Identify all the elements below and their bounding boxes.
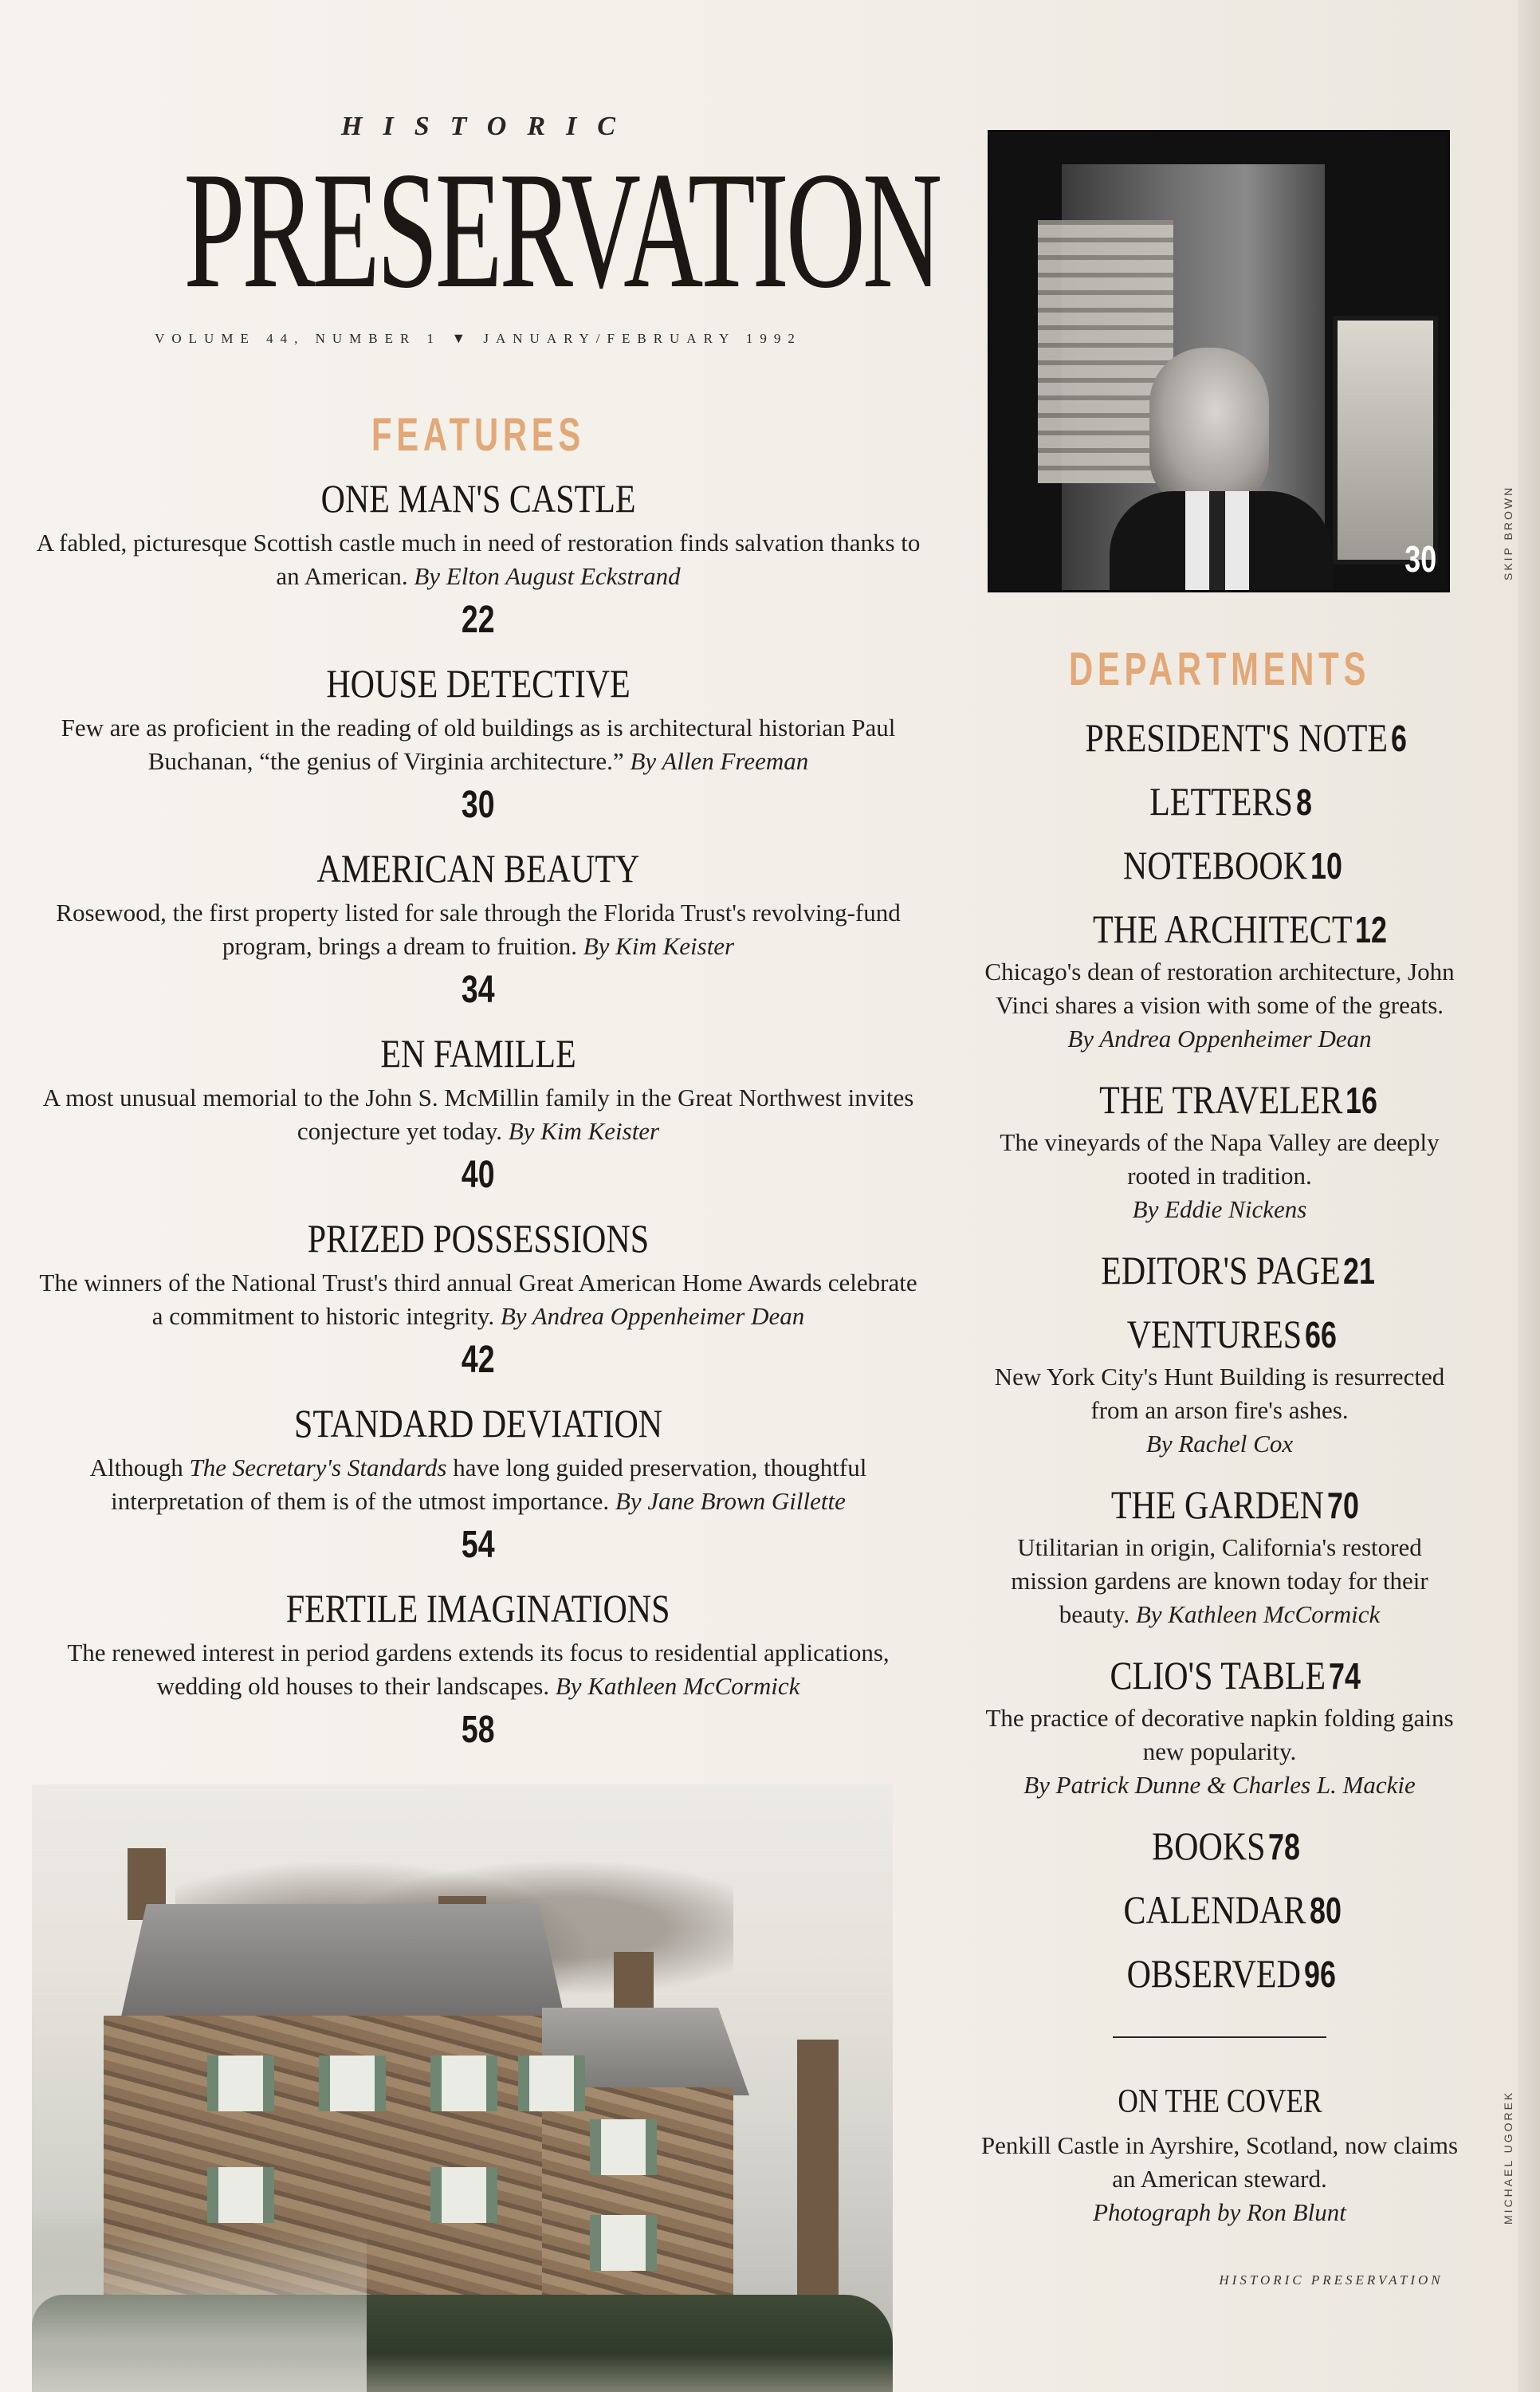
- feature-title: FERTILE IMAGINATIONS: [286, 1586, 670, 1631]
- department-title: CALENDAR: [1123, 1887, 1306, 1932]
- department-item[interactable]: [980, 1482, 1459, 1631]
- feature-page-number: 30: [462, 784, 495, 826]
- department-title: VENTURES: [1126, 1312, 1302, 1356]
- on-the-cover: [980, 2083, 1459, 2229]
- feature-description: The winners of the National Trust's third annual Great American Home Awards celebrate a commitment to historic integrity. By Andrea Oppenheimer Dean: [39, 1269, 917, 1330]
- departments-list: [980, 715, 1459, 1996]
- department-byline: By Eddie Nickens: [1132, 1195, 1307, 1223]
- portrait-page-number: 30: [1404, 538, 1436, 580]
- feature-byline: By Kathleen McCormick: [555, 1672, 800, 1700]
- department-page-number: 8: [1296, 781, 1313, 823]
- house-photo[interactable]: [32, 1784, 893, 2392]
- department-item[interactable]: [980, 1314, 1459, 1461]
- photo-window: [590, 2215, 657, 2271]
- photo-window: [319, 2056, 386, 2111]
- department-title: OBSERVED: [1127, 1951, 1302, 1996]
- department-title: THE ARCHITECT: [1092, 907, 1353, 951]
- department-item[interactable]: [980, 1887, 1459, 1932]
- department-page-number: 80: [1309, 1890, 1342, 1931]
- department-item[interactable]: [980, 1250, 1459, 1290]
- photo-roof: [120, 1904, 566, 2024]
- feature-title: ONE MAN'S CASTLE: [320, 476, 636, 521]
- feature-byline: By Jane Brown Gillette: [615, 1487, 846, 1515]
- feature-description: The renewed interest in period gardens extends its focus to residential applications, wedding old houses to their landscapes. By Kathleen McCormick: [67, 1639, 890, 1700]
- features-list: [32, 478, 925, 1773]
- feature-italic-title: The Secretary's Standards: [189, 1454, 447, 1481]
- department-description: New York City's Hunt Building is resurrected from an arson fire's ashes. By Rachel Cox: [994, 1363, 1445, 1458]
- feature-page-number: 22: [462, 599, 495, 641]
- feature-item[interactable]: [32, 663, 925, 824]
- department-title: BOOKS: [1151, 1824, 1266, 1868]
- divider-rule: [1113, 2036, 1326, 2038]
- department-page-number: 66: [1304, 1314, 1337, 1355]
- department-byline: By Patrick Dunne & Charles L. Mackie: [1023, 1771, 1416, 1799]
- department-page-number: 16: [1346, 1080, 1378, 1121]
- department-item[interactable]: [980, 1077, 1459, 1226]
- department-byline: By Kathleen McCormick: [1135, 1600, 1381, 1628]
- departments-heading: DEPARTMENTS: [1068, 643, 1371, 695]
- department-title: LETTERS: [1149, 779, 1294, 824]
- department-page-number: 6: [1391, 718, 1408, 759]
- photo-window: [590, 2119, 657, 2175]
- department-title: EDITOR'S PAGE: [1100, 1248, 1341, 1292]
- department-page-number: 74: [1329, 1655, 1361, 1697]
- issue-date: JANUARY/FEBRUARY 1992: [483, 331, 802, 346]
- footer-running-title: HISTORIC PRESERVATION: [1219, 2272, 1444, 2288]
- feature-title: STANDARD DEVIATION: [293, 1401, 663, 1446]
- feature-item[interactable]: [32, 1403, 925, 1564]
- photo-credit-portrait: SKIP BROWN: [1502, 485, 1514, 580]
- feature-title: EN FAMILLE: [380, 1031, 576, 1076]
- feature-description: Although The Secretary's Standards have long guided preservation, thoughtful interpretation of them is of the utmost importance. By Jane Brown Gillette: [89, 1454, 867, 1515]
- photo-window: [518, 2056, 585, 2111]
- cover-heading: ON THE COVER: [1117, 2083, 1322, 2120]
- page-edge: [1518, 0, 1540, 2392]
- department-description: The vineyards of the Napa Valley are deeply rooted in tradition. By Eddie Nickens: [1000, 1128, 1440, 1223]
- department-description: The practice of decorative napkin folding gains new popularity. By Patrick Dunne & Charles L. Mackie: [985, 1704, 1454, 1799]
- portrait-photo[interactable]: [990, 132, 1448, 590]
- feature-page-number: 42: [462, 1339, 495, 1381]
- photo-mist: [32, 2231, 367, 2392]
- feature-description: A fabled, picturesque Scottish castle much in need of restoration finds salvation thanks to an American. By Elton August Eckstrand: [36, 529, 921, 590]
- cover-photo-credit: Photograph by Ron Blunt: [1093, 2198, 1346, 2226]
- department-item[interactable]: [980, 845, 1459, 885]
- feature-byline: By Andrea Oppenheimer Dean: [500, 1302, 805, 1330]
- feature-page-number: 40: [462, 1154, 495, 1196]
- photo-window: [207, 2056, 274, 2111]
- masthead: [32, 112, 940, 347]
- feature-item[interactable]: [32, 478, 925, 639]
- department-page-number: 70: [1327, 1485, 1360, 1526]
- feature-title: PRIZED POSSESSIONS: [307, 1216, 650, 1261]
- masthead-kicker: HISTORIC: [341, 112, 636, 141]
- features-heading: FEATURES: [371, 409, 586, 461]
- photo-window: [430, 2056, 497, 2111]
- feature-item[interactable]: [32, 1588, 925, 1749]
- department-title: THE GARDEN: [1111, 1482, 1325, 1527]
- cover-description: Penkill Castle in Ayrshire, Scotland, now claims an American steward.: [980, 2131, 1459, 2193]
- photo-man-shirt: [1185, 491, 1249, 590]
- department-page-number: 78: [1268, 1826, 1301, 1867]
- feature-byline: By Kim Keister: [508, 1117, 660, 1145]
- feature-item[interactable]: [32, 848, 925, 1009]
- department-item[interactable]: [980, 1655, 1459, 1802]
- feature-byline: By Allen Freeman: [630, 747, 809, 775]
- feature-item[interactable]: [32, 1033, 925, 1194]
- feature-description: Rosewood, the first property listed for sale through the Florida Trust's revolving-fund program, brings a dream to fruition. By Kim Keister: [56, 899, 901, 960]
- department-description: Chicago's dean of restoration architecture, John Vinci shares a vision with some of the greats. By Andrea Oppenheimer Dean: [984, 958, 1455, 1052]
- photo-credit-house: MICHAEL UGOREK: [1502, 2090, 1514, 2225]
- photo-window: [207, 2167, 274, 2223]
- photo-window: [430, 2167, 497, 2223]
- department-title: THE TRAVELER: [1098, 1077, 1343, 1122]
- feature-description: Few are as proficient in the reading of old buildings as is architectural historian Paul Buchanan, “the genius of Virginia architecture.” By Allen Freeman: [61, 714, 896, 775]
- issue-volume: VOLUME 44, NUMBER 1: [155, 331, 442, 346]
- triangle-separator-icon: ▼: [451, 330, 473, 346]
- feature-byline: By Elton August Eckstrand: [414, 562, 681, 590]
- feature-description: A most unusual memorial to the John S. McMillin family in the Great Northwest invites conjecture yet today. By Kim Keister: [42, 1084, 914, 1145]
- department-page-number: 10: [1310, 845, 1342, 887]
- department-description: Utilitarian in origin, California's restored mission gardens are known today for their beauty. By Kathleen McCormick: [1011, 1533, 1428, 1628]
- department-page-number: 96: [1304, 1953, 1337, 1995]
- department-title: PRESIDENT'S NOTE: [1085, 715, 1389, 760]
- department-item[interactable]: [980, 715, 1459, 760]
- issue-line: [32, 330, 925, 347]
- masthead-title: PRESERVATION: [183, 138, 940, 323]
- department-title: CLIO'S TABLE: [1110, 1653, 1326, 1698]
- department-item[interactable]: [980, 1951, 1459, 1996]
- feature-byline: By Kim Keister: [583, 932, 735, 960]
- photo-doorway: [1333, 316, 1438, 565]
- department-page-number: 12: [1355, 909, 1388, 950]
- department-byline: By Andrea Oppenheimer Dean: [1067, 1025, 1372, 1052]
- feature-item[interactable]: [32, 1218, 925, 1379]
- photo-man-head: [1149, 348, 1269, 507]
- feature-page-number: 34: [462, 969, 495, 1011]
- feature-title: HOUSE DETECTIVE: [326, 661, 631, 706]
- department-item[interactable]: [980, 779, 1459, 824]
- department-byline: By Rachel Cox: [1145, 1430, 1294, 1458]
- department-item[interactable]: [980, 1826, 1459, 1866]
- feature-page-number: 54: [462, 1524, 495, 1566]
- feature-title: AMERICAN BEAUTY: [316, 846, 640, 891]
- photo-chimney: [614, 1952, 654, 2016]
- department-item[interactable]: [980, 909, 1459, 1056]
- feature-page-number: 58: [462, 1709, 495, 1751]
- department-title: NOTEBOOK: [1122, 843, 1307, 887]
- department-page-number: 21: [1343, 1250, 1376, 1292]
